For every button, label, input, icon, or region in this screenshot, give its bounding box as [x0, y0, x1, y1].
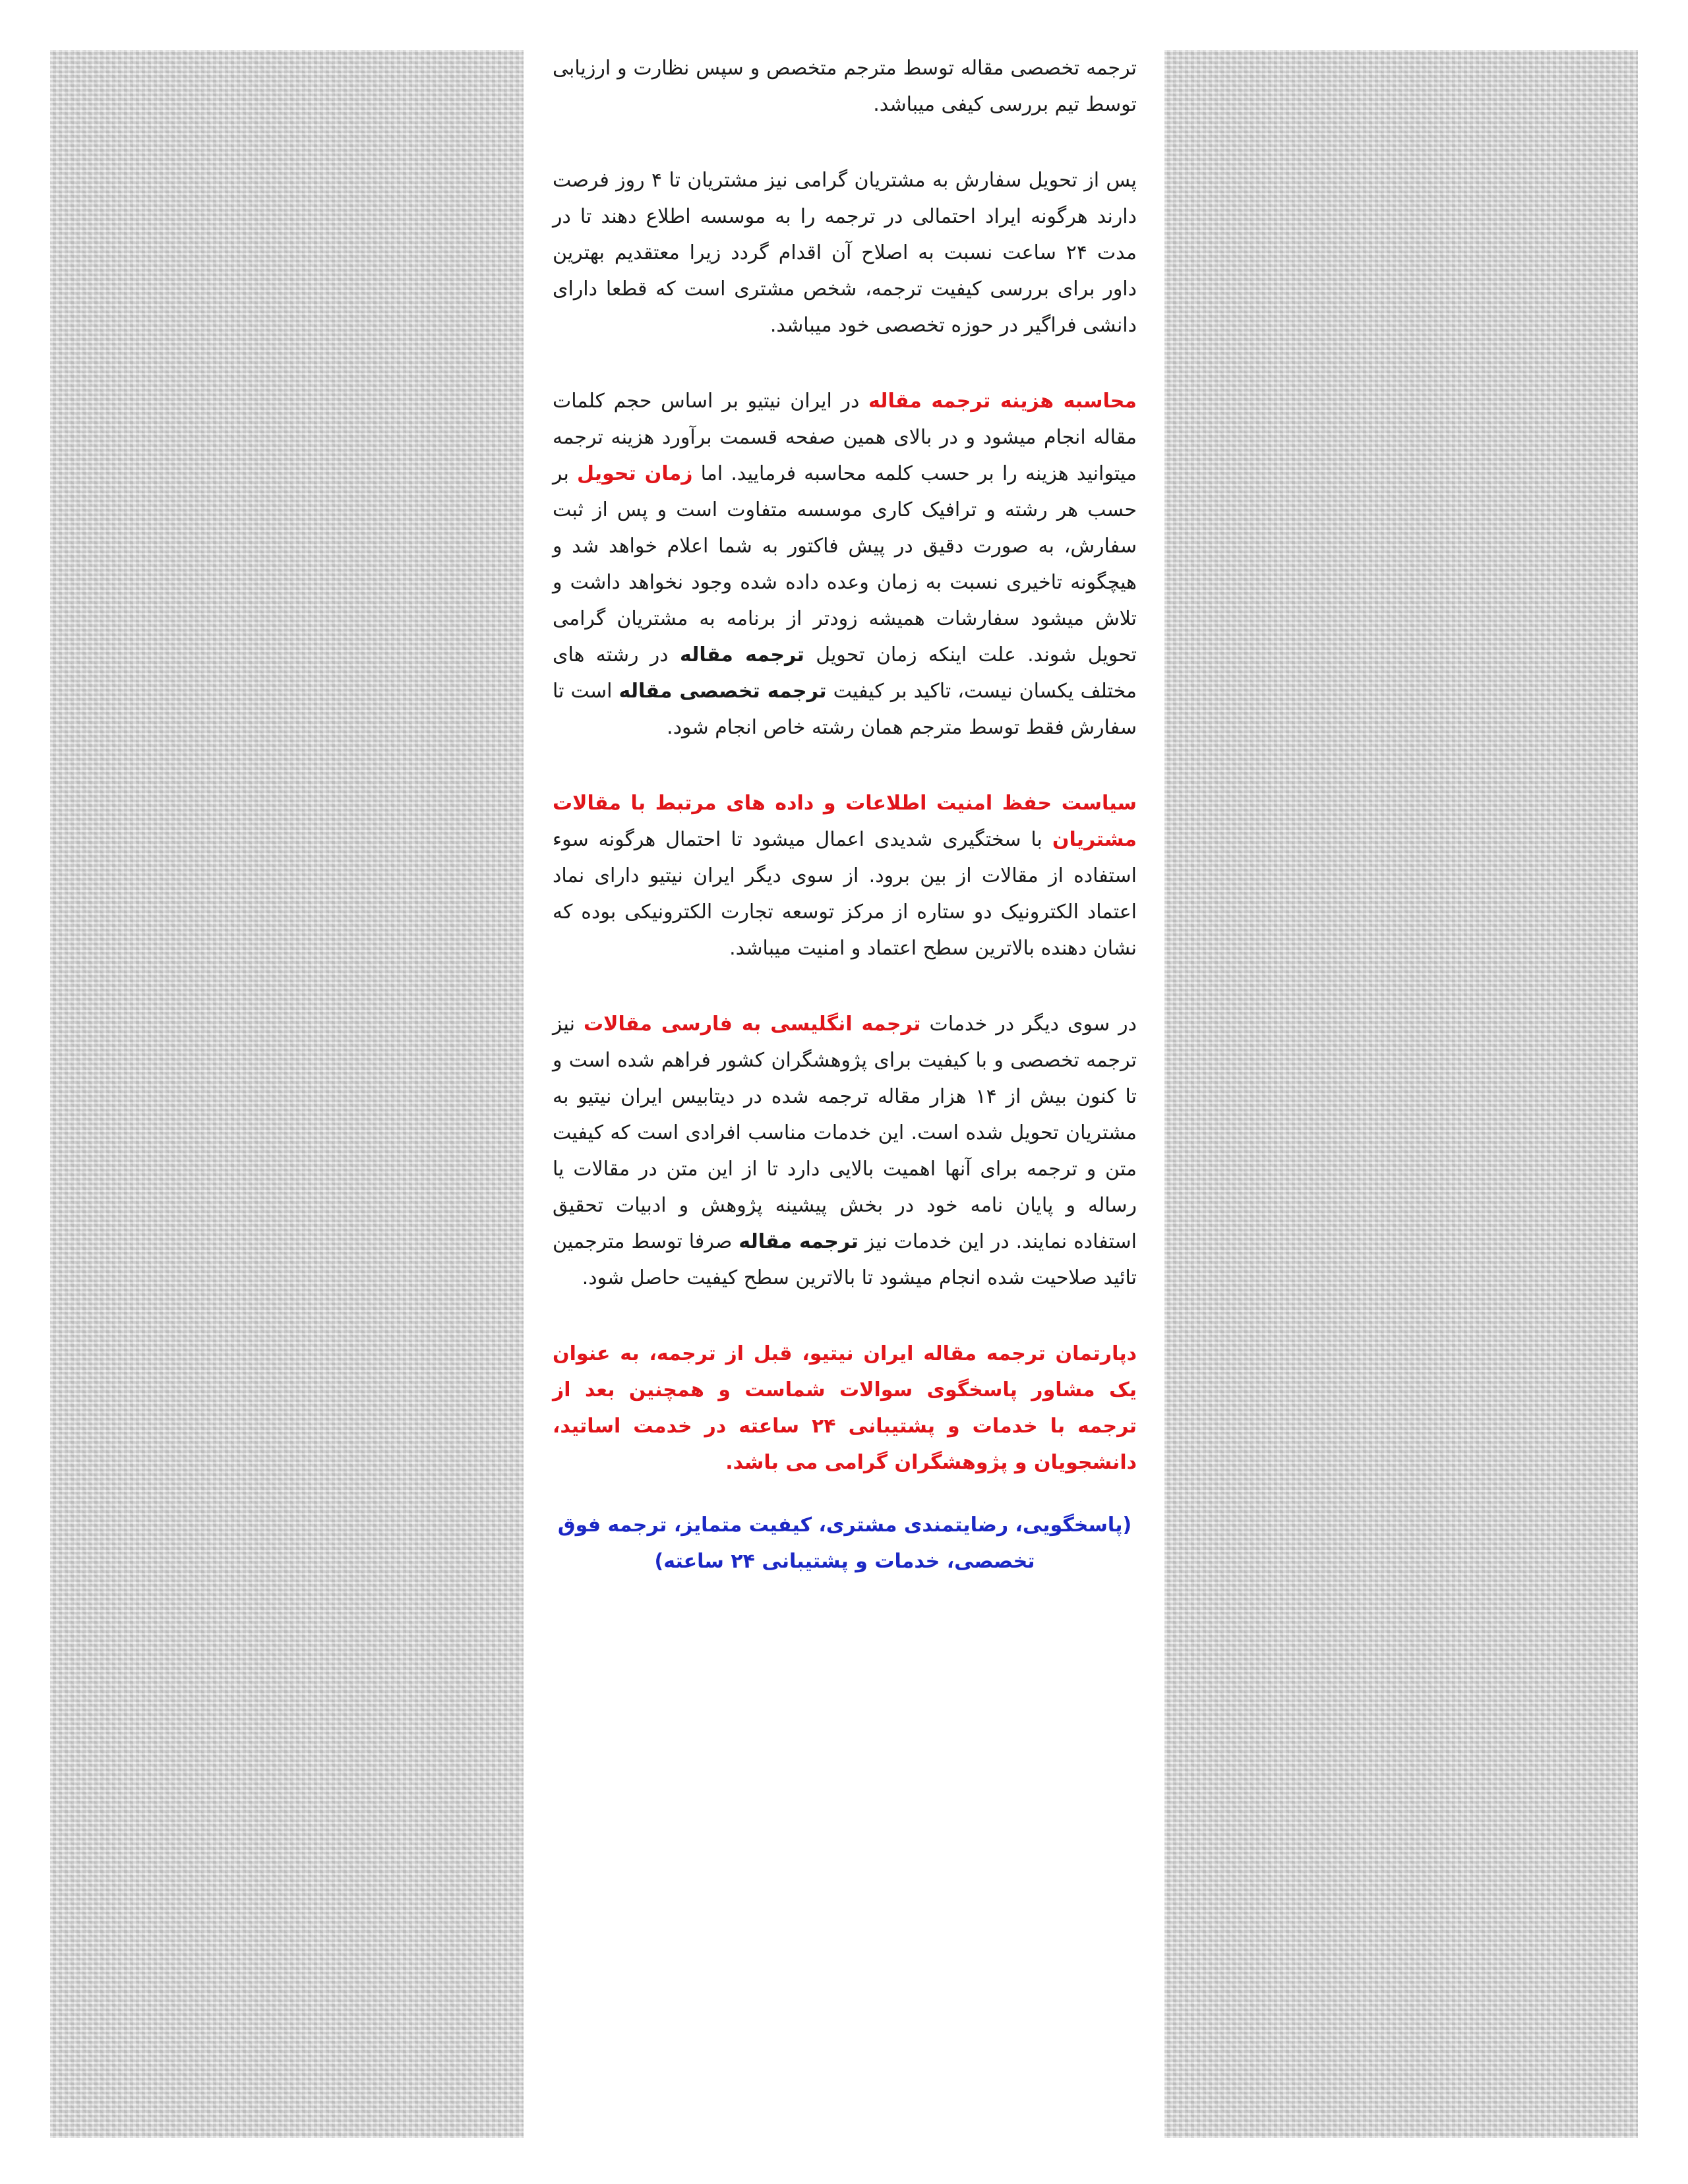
- highlight-delivery-time: زمان تحویل: [577, 462, 693, 485]
- paragraph-text: دپارتمان ترجمه مقاله ایران نیتیو، قبل از ترجمه، به عنوان یک مشاور پاسخگوی سوالات شماست و همچنین بعد از ترجمه با خدمات و پشتیبانی ۲۴ ساعته در خدمت اساتید، دانشجویان و پژوهشگران گرامی می باشد.: [553, 1342, 1137, 1474]
- paragraph-text: با سختگیری شدیدی اعمال میشود تا احتمال هرگونه سوء استفاده از مقالات از بین برود. از سوی دیگر ایران نیتیو دارای نماد اعتماد الکترونیک دو ستاره از مرکز توسعه تجارت الکترونیکی بوده که نشان دهنده بالاترین سطح اعتماد و امنیت میباشد.: [553, 828, 1137, 960]
- paragraph-text: است تا سفارش فقط توسط مترجم همان رشته خاص انجام شود.: [553, 680, 1137, 739]
- left-textured-margin: [50, 50, 524, 2138]
- paragraph-text: در سوی دیگر در خدمات: [920, 1013, 1137, 1036]
- bold-specialized-translation: ترجمه تخصصی مقاله: [618, 680, 827, 703]
- paragraph-department-support: [553, 1336, 1137, 1481]
- paragraph-cost-and-delivery: [553, 383, 1137, 746]
- paragraph-text: نیز ترجمه تخصصی و با کیفیت برای پژوهشگران کشور فراهم شده است و تا کنون بیش از ۱۴ هزار مقاله ترجمه شده در دیتابیس ایران نیتیو به مشتریان تحویل شده است. این خدمات مناسب افرادی است که کیفیت متن و ترجمه برای آنها اهمیت بالایی دارد تا از این متن در مقالات یا رساله و پایان نامه خود در بخش پیشینه پژوهش و ادبیات تحقیق استفاده نمایند. در این خدمات نیز: [553, 1013, 1137, 1253]
- bold-article-translation: ترجمه مقاله: [738, 1230, 859, 1253]
- highlight-english-to-persian: ترجمه انگلیسی به فارسی مقالات: [584, 1013, 921, 1036]
- paragraph-quality-intro: [553, 50, 1137, 123]
- paragraph-text: صرفا توسط مترجمین تائید صلاحیت شده انجام میشود تا بالاترین سطح کیفیت حاصل شود.: [553, 1230, 1137, 1289]
- bold-article-translation: ترجمه مقاله: [679, 643, 804, 666]
- right-textured-margin: [1164, 50, 1638, 2138]
- paragraph-text: ترجمه تخصصی مقاله توسط مترجم متخصص و سپس نظارت و ارزیابی توسط تیم بررسی کیفی میباشد.: [553, 57, 1137, 116]
- highlight-cost-calculation: محاسبه هزینه ترجمه مقاله: [868, 390, 1137, 413]
- article-body: [553, 50, 1137, 1619]
- paragraph-text: در رشته های مختلف یکسان نیست، تاکید بر کیفیت: [553, 643, 1137, 703]
- paragraph-text: پس از تحویل سفارش به مشتریان گرامی نیز مشتریان تا ۴ روز فرصت دارند هرگونه ایراد احتمالی در ترجمه را به موسسه اطلاع دهند تا در مدت ۲۴ ساعت نسبت به اصلاح آن اقدام گردد زیرا معتقدیم بهترین داور برای بررسی کیفیت ترجمه، شخص مشتری است که قطعا دارای دانشی فراگیر در حوزه تخصصی خود میباشد.: [553, 169, 1137, 337]
- paragraph-security-policy: [553, 785, 1137, 966]
- paragraph-text: در ایران نیتیو بر اساس حجم کلمات مقاله انجام میشود و در بالای همین صفحه قسمت برآورد هزینه ترجمه میتوانید هزینه را بر حسب کلمه محاسبه فرمایید. اما: [553, 390, 1137, 485]
- paragraph-english-to-persian: [553, 1006, 1137, 1296]
- paragraph-closing-slogan: [553, 1507, 1137, 1579]
- paragraph-text: (پاسخگویی، رضایتمندی مشتری، کیفیت متمایز، ترجمه فوق تخصصی، خدمات و پشتیبانی ۲۴ ساعته): [557, 1514, 1132, 1573]
- paragraph-revision-policy: [553, 162, 1137, 343]
- highlight-security-policy: سیاست حفظ امنیت اطلاعات و داده های مرتبط با مقالات مشتریان: [553, 792, 1137, 851]
- paragraph-text: بر حسب هر رشته و ترافیک کاری موسسه متفاوت است و پس از ثبت سفارش، به صورت دقیق در پیش فاکتور به شما اعلام خواهد شد و هیچگونه تاخیری نسبت به زمان وعده داده شده وجود نخواهد داشت و تلاش میشود سفارشات همیشه زودتر از برنامه به مشتریان گرامی تحویل شوند. علت اینکه زمان تحویل: [553, 462, 1137, 666]
- page-content-column: [524, 50, 1164, 2138]
